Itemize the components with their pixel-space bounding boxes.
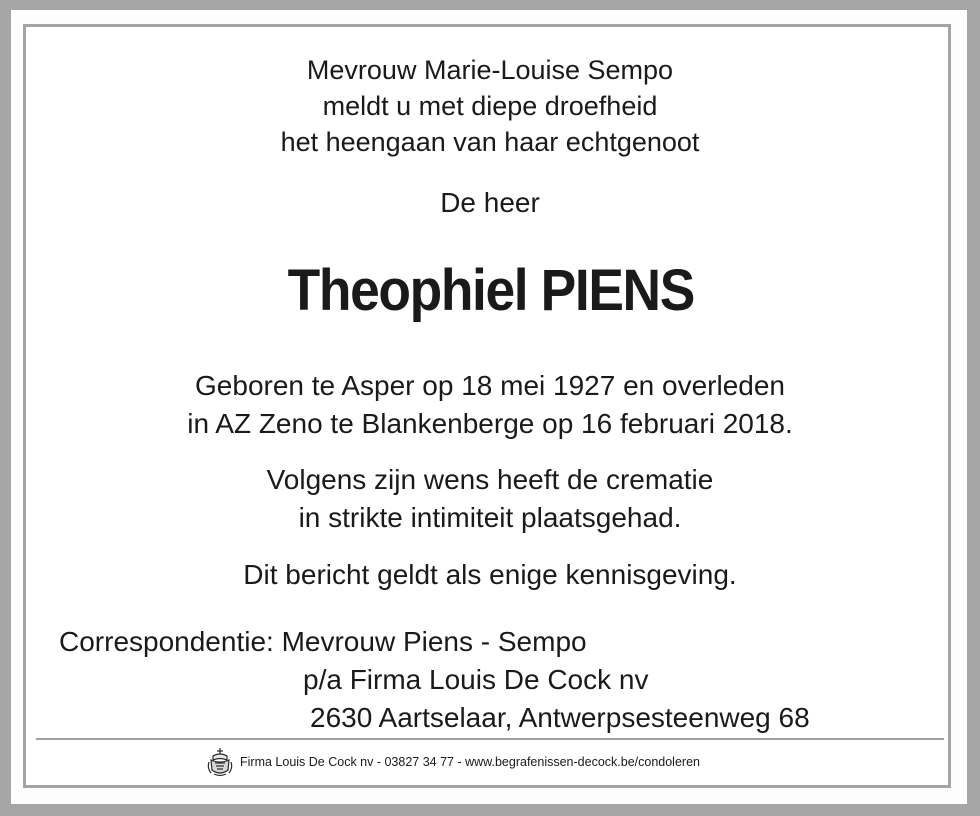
footer <box>206 746 700 778</box>
intro-line: meldt u met diepe droefheid <box>322 91 658 121</box>
deceased-name: Theophiel PIENS <box>287 258 694 323</box>
footer-contact-text: Firma Louis De Cock nv - 03827 34 77 - www.begrafenissen-decock.be/condoleren <box>240 755 700 769</box>
intro-line: het heengaan van haar echtgenoot <box>280 127 700 157</box>
wish-line: in strikte intimiteit plaatsgehad. <box>298 502 682 533</box>
funeral-emblem-icon <box>206 746 234 778</box>
correspondence-line: 2630 Aartselaar, Antwerpsesteenweg 68 <box>310 702 810 733</box>
wish-line: Volgens zijn wens heeft de crematie <box>266 464 714 495</box>
notice-text: Dit bericht geldt als enige kennisgeving. <box>243 559 737 590</box>
correspondence-line: Correspondentie: Mevrouw Piens - Sempo <box>59 626 587 657</box>
intro-line: Mevrouw Marie-Louise Sempo <box>306 55 674 85</box>
intro-text <box>0 52 980 160</box>
footer-divider <box>36 738 944 740</box>
birth-death-line: Geboren te Asper op 18 mei 1927 en overleden <box>195 370 785 401</box>
birth-death-line: in AZ Zeno te Blankenberge op 16 februari 2018. <box>187 408 793 439</box>
wish-text <box>0 461 980 537</box>
title-prefix: De heer <box>440 187 540 218</box>
birth-death-text <box>0 367 980 443</box>
correspondence-line: p/a Firma Louis De Cock nv <box>303 664 649 695</box>
